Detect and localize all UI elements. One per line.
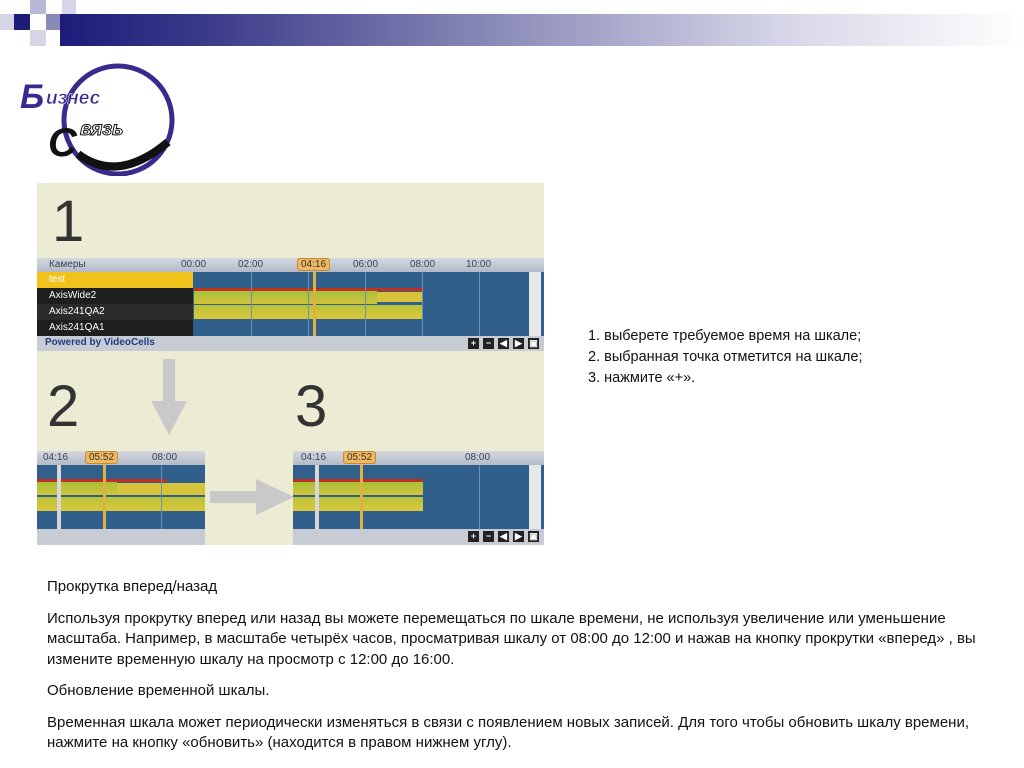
time-label: 10:00 [466,259,492,270]
scrollbar[interactable] [529,465,541,529]
step-number-3: 3 [295,374,328,439]
header-square [0,0,14,14]
scrollbar[interactable] [529,272,541,336]
grid-line [161,465,162,529]
timeline-footer [37,336,544,351]
time-label: 04:16 [301,452,327,463]
time-label: 06:00 [353,259,379,270]
grid-line [308,272,309,336]
timeline-body [37,272,544,336]
camera-row[interactable]: test [37,272,193,288]
refresh-button[interactable]: ▣ [529,531,538,541]
time-cursor [315,465,319,529]
step-text: 1. выберете требуемое время на шкале; [588,328,862,344]
svg-text:изнес: изнес [46,88,101,109]
grid-line [365,272,366,336]
paragraph: Используя прокрутку вперед или назад вы можете перемещаться по шкале времени, не используя увеличение или уменьшение масштаба. Например, в масштабе четырёх часов, просматривая шкалу от 08:00 до 12:00 и нажав на кнопку прокрутки «вперед» , вы измените временную шкалу на просмотр с 12:00 до 16:00. [47,609,976,668]
step-number-2: 2 [47,374,80,439]
zoom-out-button[interactable]: − [483,338,494,349]
instruction-steps [588,326,862,389]
grid-line [251,272,252,336]
zoom-timeline-header [293,451,544,465]
header-gradient [60,14,1024,46]
selected-time-label: 05:52 [85,451,118,464]
grid-line [479,465,480,529]
svg-text:вязь: вязь [80,119,124,140]
body-text [47,577,977,765]
timeline-screenshot [37,183,544,545]
header-bar [0,0,1024,48]
refresh-button[interactable]: ▣ [529,338,538,348]
step-text: 2. выбранная точка отметится на шкале; [588,349,863,365]
grid-line [479,272,480,336]
time-label: 02:00 [238,259,264,270]
svg-text:С: С [48,121,77,165]
selected-time-label: 05:52 [343,451,376,464]
arrow-down-icon [151,359,187,437]
header-square [46,14,60,30]
zoom-timeline-footer [293,529,544,545]
header-square [30,30,46,46]
time-cursor[interactable] [313,272,316,336]
scroll-back-button[interactable]: ◀ [498,338,509,349]
arrow-right-icon [210,479,294,515]
motion-band [194,288,424,291]
zoom-in-button[interactable]: + [468,531,479,542]
header-square [14,14,30,30]
step-number-1: 1 [52,189,85,254]
time-label: 08:00 [410,259,436,270]
camera-row[interactable]: AxisWide2 [37,288,193,304]
section-heading: Прокрутка вперед/назад [47,578,218,595]
scroll-forward-button[interactable]: ▶ [513,338,524,349]
recording-band [293,497,423,511]
company-logo [18,58,178,176]
time-label: 04:16 [43,452,69,463]
paragraph: Временная шкала может периодически изменяться в связи с появлением новых записей. Для того чтобы обновить шкалу времени, нажмите на кнопку «обновить» (находится в правом нижнем углу). [47,713,970,751]
recording-band [37,497,205,511]
zoom-timeline-body [37,465,205,529]
header-square [62,0,76,14]
zoom-timeline-header [37,451,205,465]
grid-line [422,272,423,336]
time-label: 08:00 [152,452,178,463]
time-cursor [57,465,61,529]
recording-band [377,292,422,302]
header-square [30,0,46,14]
zoom-timeline-body [293,465,544,529]
header-square [0,14,14,30]
time-label: 08:00 [465,452,491,463]
zoom-in-button[interactable]: + [468,338,479,349]
scroll-forward-button[interactable]: ▶ [513,531,524,542]
time-label: 00:00 [181,259,207,270]
cameras-label: Камеры [49,259,86,270]
motion-band [293,479,423,482]
section-heading: Обновление временной шкалы. [47,682,270,699]
zoom-out-button[interactable]: − [483,531,494,542]
svg-text:Б: Б [20,78,45,116]
camera-row[interactable]: Axis241QA2 [37,304,193,320]
scroll-back-button[interactable]: ◀ [498,531,509,542]
zoom-timeline-footer [37,529,205,545]
camera-row[interactable]: Axis241QA1 [37,320,193,336]
selected-point-marker[interactable] [103,465,106,529]
powered-by-label: Powered by VideoCells [45,337,155,348]
selected-time-label: 04:16 [297,258,330,271]
timeline-header [37,258,544,272]
step-text: 3. нажмите «+». [588,370,696,386]
selected-point-marker[interactable] [360,465,363,529]
